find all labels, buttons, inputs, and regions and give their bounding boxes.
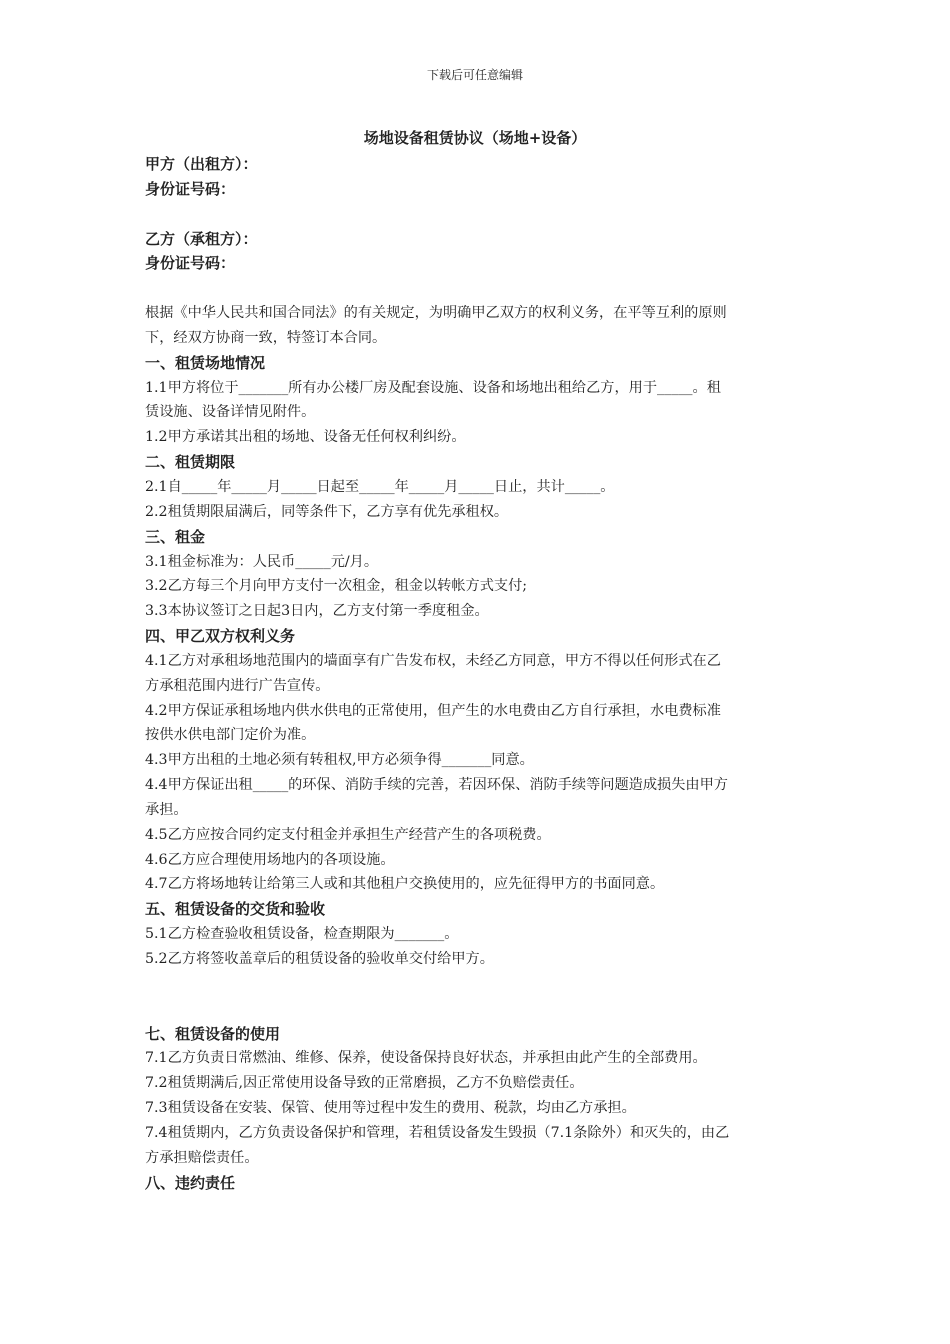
clause-line: 4.2甲方保证承租场地内供水供电的正常使用，但产生的水电费由乙方自行承担，水电费标准 [145, 702, 721, 719]
clause-line: 方承担赔偿责任。 [145, 1149, 259, 1166]
clause-line: 承担。 [145, 801, 188, 818]
document-title: 场地设备租赁协议（场地+设备） [363, 129, 587, 147]
section-heading-1: 一、租赁场地情况 [145, 353, 266, 372]
spacer [145, 202, 807, 227]
section-heading-7: 七、租赁设备的使用 [145, 1024, 281, 1043]
clause-line: 方承租范围内进行广告宣传。 [145, 677, 330, 694]
clause-line: 1.2甲方承诺其出租的场地、设备无任何权利纠纷。 [145, 429, 466, 446]
section-heading-2: 二、租赁期限 [145, 453, 236, 472]
clause-line: 2.2租赁期限届满后，同等条件下，乙方享有优先承租权。 [145, 503, 509, 520]
spacer [145, 972, 807, 997]
clause-line: 赁设施、设备详情见附件。 [145, 404, 316, 421]
clause-line: 7.2租赁期满后,因正常使用设备导致的正常磨损，乙方不负赔偿责任。 [145, 1075, 584, 1092]
header-note: 下载后可任意编辑 [426, 68, 523, 82]
spacer [145, 276, 807, 301]
clause-line: 7.3租赁设备在安装、保管、使用等过程中发生的费用、税款，均由乙方承担。 [145, 1100, 636, 1117]
clause-line: 4.3甲方出租的土地必须有转租权,甲方必须争得_______同意。 [145, 752, 534, 769]
party-b-label: 乙方（承租方）： [145, 229, 258, 248]
clause-line: 2.1自_____年_____月_____日起至_____年_____月_____日止，共计_____。 [145, 478, 615, 495]
party-a-id-label: 身份证号码： [145, 179, 236, 198]
clause-line: 1.1甲方将位于_______所有办公楼厂房及配套设施、设备和场地出租给乙方，用于_____。租 [145, 379, 721, 396]
party-b-id-label: 身份证号码： [145, 254, 236, 273]
party-a-label: 甲方（出租方）： [145, 155, 258, 173]
clause-line: 7.1乙方负责日常燃油、维修、保养，使设备保持良好状态，并承担由此产生的全部费用。 [145, 1050, 707, 1067]
clause-line: 4.4甲方保证出租_____的环保、消防手续的完善，若因环保、消防手续等问题造成损失由甲方 [145, 777, 728, 794]
spacer [145, 997, 807, 1022]
clause-line: 4.1乙方对承租场地范围内的墙面享有广告发布权，未经乙方同意，甲方不得以任何形式在乙 [145, 652, 721, 669]
clause-line: 4.7乙方将场地转让给第三人或和其他租户交换使用的，应先征得甲方的书面同意。 [145, 876, 665, 893]
clause-line: 5.1乙方检查验收租赁设备，检查期限为_______。 [145, 926, 459, 943]
clause-line: 7.4租赁期内，乙方负责设备保护和管理，若租赁设备发生毁损（7.1条除外）和灭失的，由乙 [145, 1124, 730, 1141]
clause-line: 3.3本协议签订之日起3日内，乙方支付第一季度租金。 [145, 603, 489, 620]
clause-line: 按供水供电部门定价为准。 [145, 727, 316, 744]
section-heading-8: 八、违约责任 [145, 1173, 236, 1192]
section-heading-5: 五、租赁设备的交货和验收 [145, 900, 326, 919]
section-heading-4: 四、甲乙双方权利义务 [145, 627, 296, 646]
intro-line: 根据《中华人民共和国合同法》的有关规定，为明确甲乙双方的权利义务，在平等互利的原则 [145, 305, 727, 322]
clause-line: 4.6乙方应合理使用场地内的各项设施。 [145, 851, 395, 868]
clause-line: 5.2乙方将签收盖章后的租赁设备的验收单交付给甲方。 [145, 951, 494, 967]
clause-line: 3.1租金标准为：人民币_____元/月。 [145, 553, 379, 570]
document-body [145, 152, 807, 1195]
clause-line: 3.2乙方每三个月向甲方支付一次租金，租金以转帐方式支付; [145, 578, 528, 595]
clause-line: 4.5乙方应按合同约定支付租金并承担生产经营产生的各项税费。 [145, 826, 551, 843]
section-heading-3: 三、租金 [145, 527, 206, 546]
intro-line: 下，经双方协商一致，特签订本合同。 [145, 329, 387, 346]
